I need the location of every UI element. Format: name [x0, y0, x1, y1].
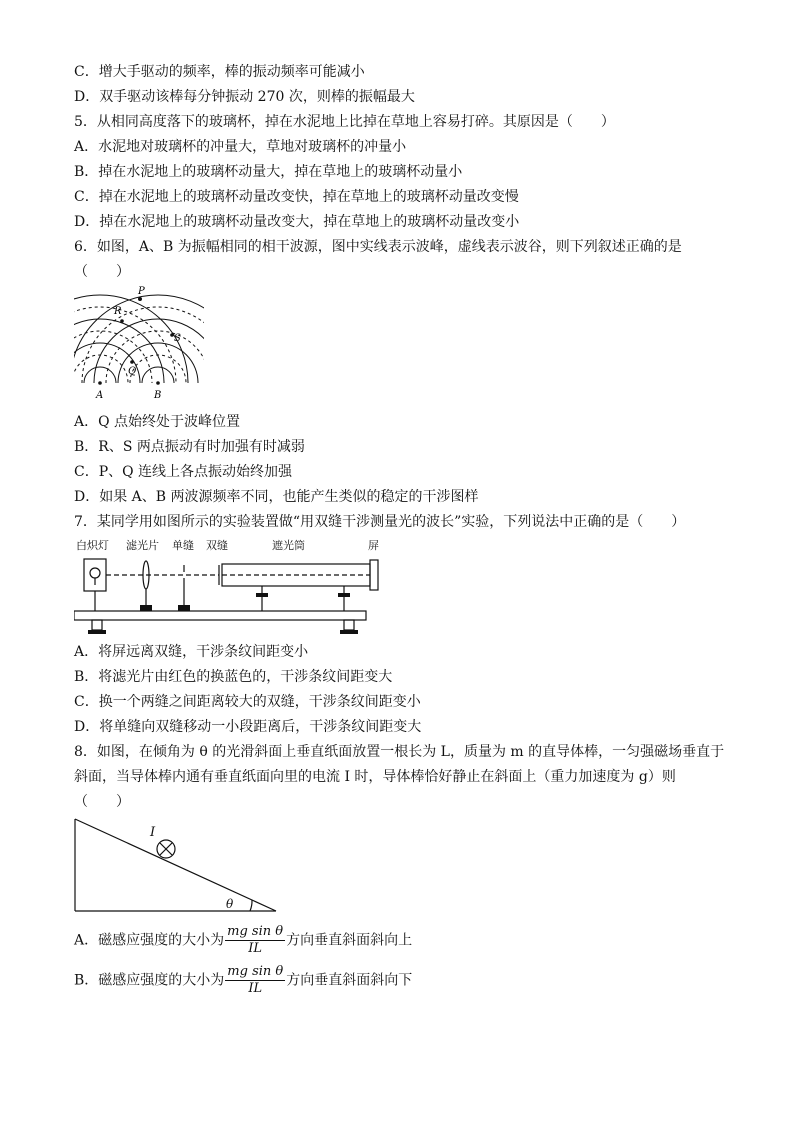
label-a: A	[96, 390, 104, 401]
q8-option-a	[74, 924, 412, 957]
label-filter: 滤光片	[126, 539, 159, 552]
label-tube: 遮光筒	[272, 539, 305, 552]
q5-stem: 5．从相同高度落下的玻璃杯，掉在水泥地上比掉在草地上容易打碎。其原因是（ ）	[74, 114, 615, 130]
q7-option-d: D．将单缝向双缝移动一小段距离后，干涉条纹间距变大	[74, 719, 422, 735]
q7-option-a: A．将屏远离双缝，干涉条纹间距变小	[74, 644, 309, 660]
q6-option-d: D．如果 A、B 两波源频率不同，也能产生类似的稳定的干涉图样	[74, 489, 479, 505]
q5-option-b: B．掉在水泥地上的玻璃杯动量大，掉在草地上的玻璃杯动量小	[74, 164, 463, 180]
fraction-denominator: IL	[248, 981, 263, 996]
label-single-slit: 单缝	[172, 539, 194, 552]
label-angle: θ	[226, 897, 234, 911]
label-screen: 屏	[368, 539, 379, 552]
fraction-numerator: mg sin θ	[227, 924, 284, 939]
q7-option-b: B．将滤光片由红色的换蓝色的，干涉条纹间距变大	[74, 669, 393, 685]
q6-option-a: A．Q 点始终处于波峰位置	[74, 414, 241, 430]
q8-option-a-suffix: 方向垂直斜面斜向上	[286, 932, 413, 949]
q8-option-b	[74, 964, 412, 997]
q5-option-d: D．掉在水泥地上的玻璃杯动量改变大，掉在草地上的玻璃杯动量改变小	[74, 214, 520, 230]
fraction-denominator: IL	[248, 941, 262, 956]
double-slit-apparatus-figure	[74, 535, 394, 640]
q8-option-b-prefix: B．磁感应强度的大小为	[74, 972, 225, 989]
q8-option-a-prefix: A．磁感应强度的大小为	[74, 932, 225, 949]
q8-option-b-suffix: 方向垂直斜面斜向下	[286, 972, 413, 989]
label-r: R	[114, 306, 122, 317]
q4-option-c: C．增大手驱动的频率，棒的振动频率可能减小	[74, 64, 365, 80]
label-p: P	[138, 286, 145, 297]
q5-option-c: C．掉在水泥地上的玻璃杯动量改变快，掉在草地上的玻璃杯动量改变慢	[74, 189, 519, 205]
q8-stem-blank: （ ）	[74, 794, 130, 810]
q6-option-c: C．P、Q 连线上各点振动始终加强	[74, 464, 293, 480]
q7-stem: 7．某同学用如图所示的实验装置做“用双缝干涉测量光的波长”实验，下列说法中正确的是（ ）	[74, 514, 686, 530]
label-q: Q	[128, 366, 137, 377]
fraction	[225, 964, 285, 997]
q8-stem-2: 斜面，当导体棒内通有垂直纸面向里的电流 I 时，导体棒恰好静止在斜面上（重力加速度为 g）则	[74, 769, 676, 785]
label-s: S	[174, 333, 181, 344]
incline-conductor-figure	[74, 816, 284, 916]
fraction	[225, 924, 285, 957]
q6-stem: 6．如图，A、B 为振幅相同的相干波源，图中实线表示波峰，虚线表示波谷，则下列叙述正确的是	[74, 239, 682, 255]
q8-stem-1: 8．如图，在倾角为 θ 的光滑斜面上垂直纸面放置一根长为 L，质量为 m 的直导体棒，一匀强磁场垂直于	[74, 744, 725, 760]
q5-option-a: A．水泥地对玻璃杯的冲量大，草地对玻璃杯的冲量小	[74, 139, 407, 155]
label-double-slit: 双缝	[206, 539, 228, 552]
q6-option-b: B．R、S 两点振动有时加强有时减弱	[74, 439, 305, 455]
q7-option-c: C．换一个两缝之间距离较大的双缝，干涉条纹间距变小	[74, 694, 421, 710]
q4-option-d: D．双手驱动该棒每分钟振动 270 次，则棒的振幅最大	[74, 89, 415, 105]
label-lamp: 白炽灯	[76, 539, 109, 552]
q6-stem-blank: （ ）	[74, 264, 130, 280]
wave-interference-figure	[74, 283, 204, 408]
fraction-numerator: mg sin θ	[227, 964, 284, 979]
label-b: B	[154, 390, 162, 401]
label-current: I	[150, 825, 156, 840]
